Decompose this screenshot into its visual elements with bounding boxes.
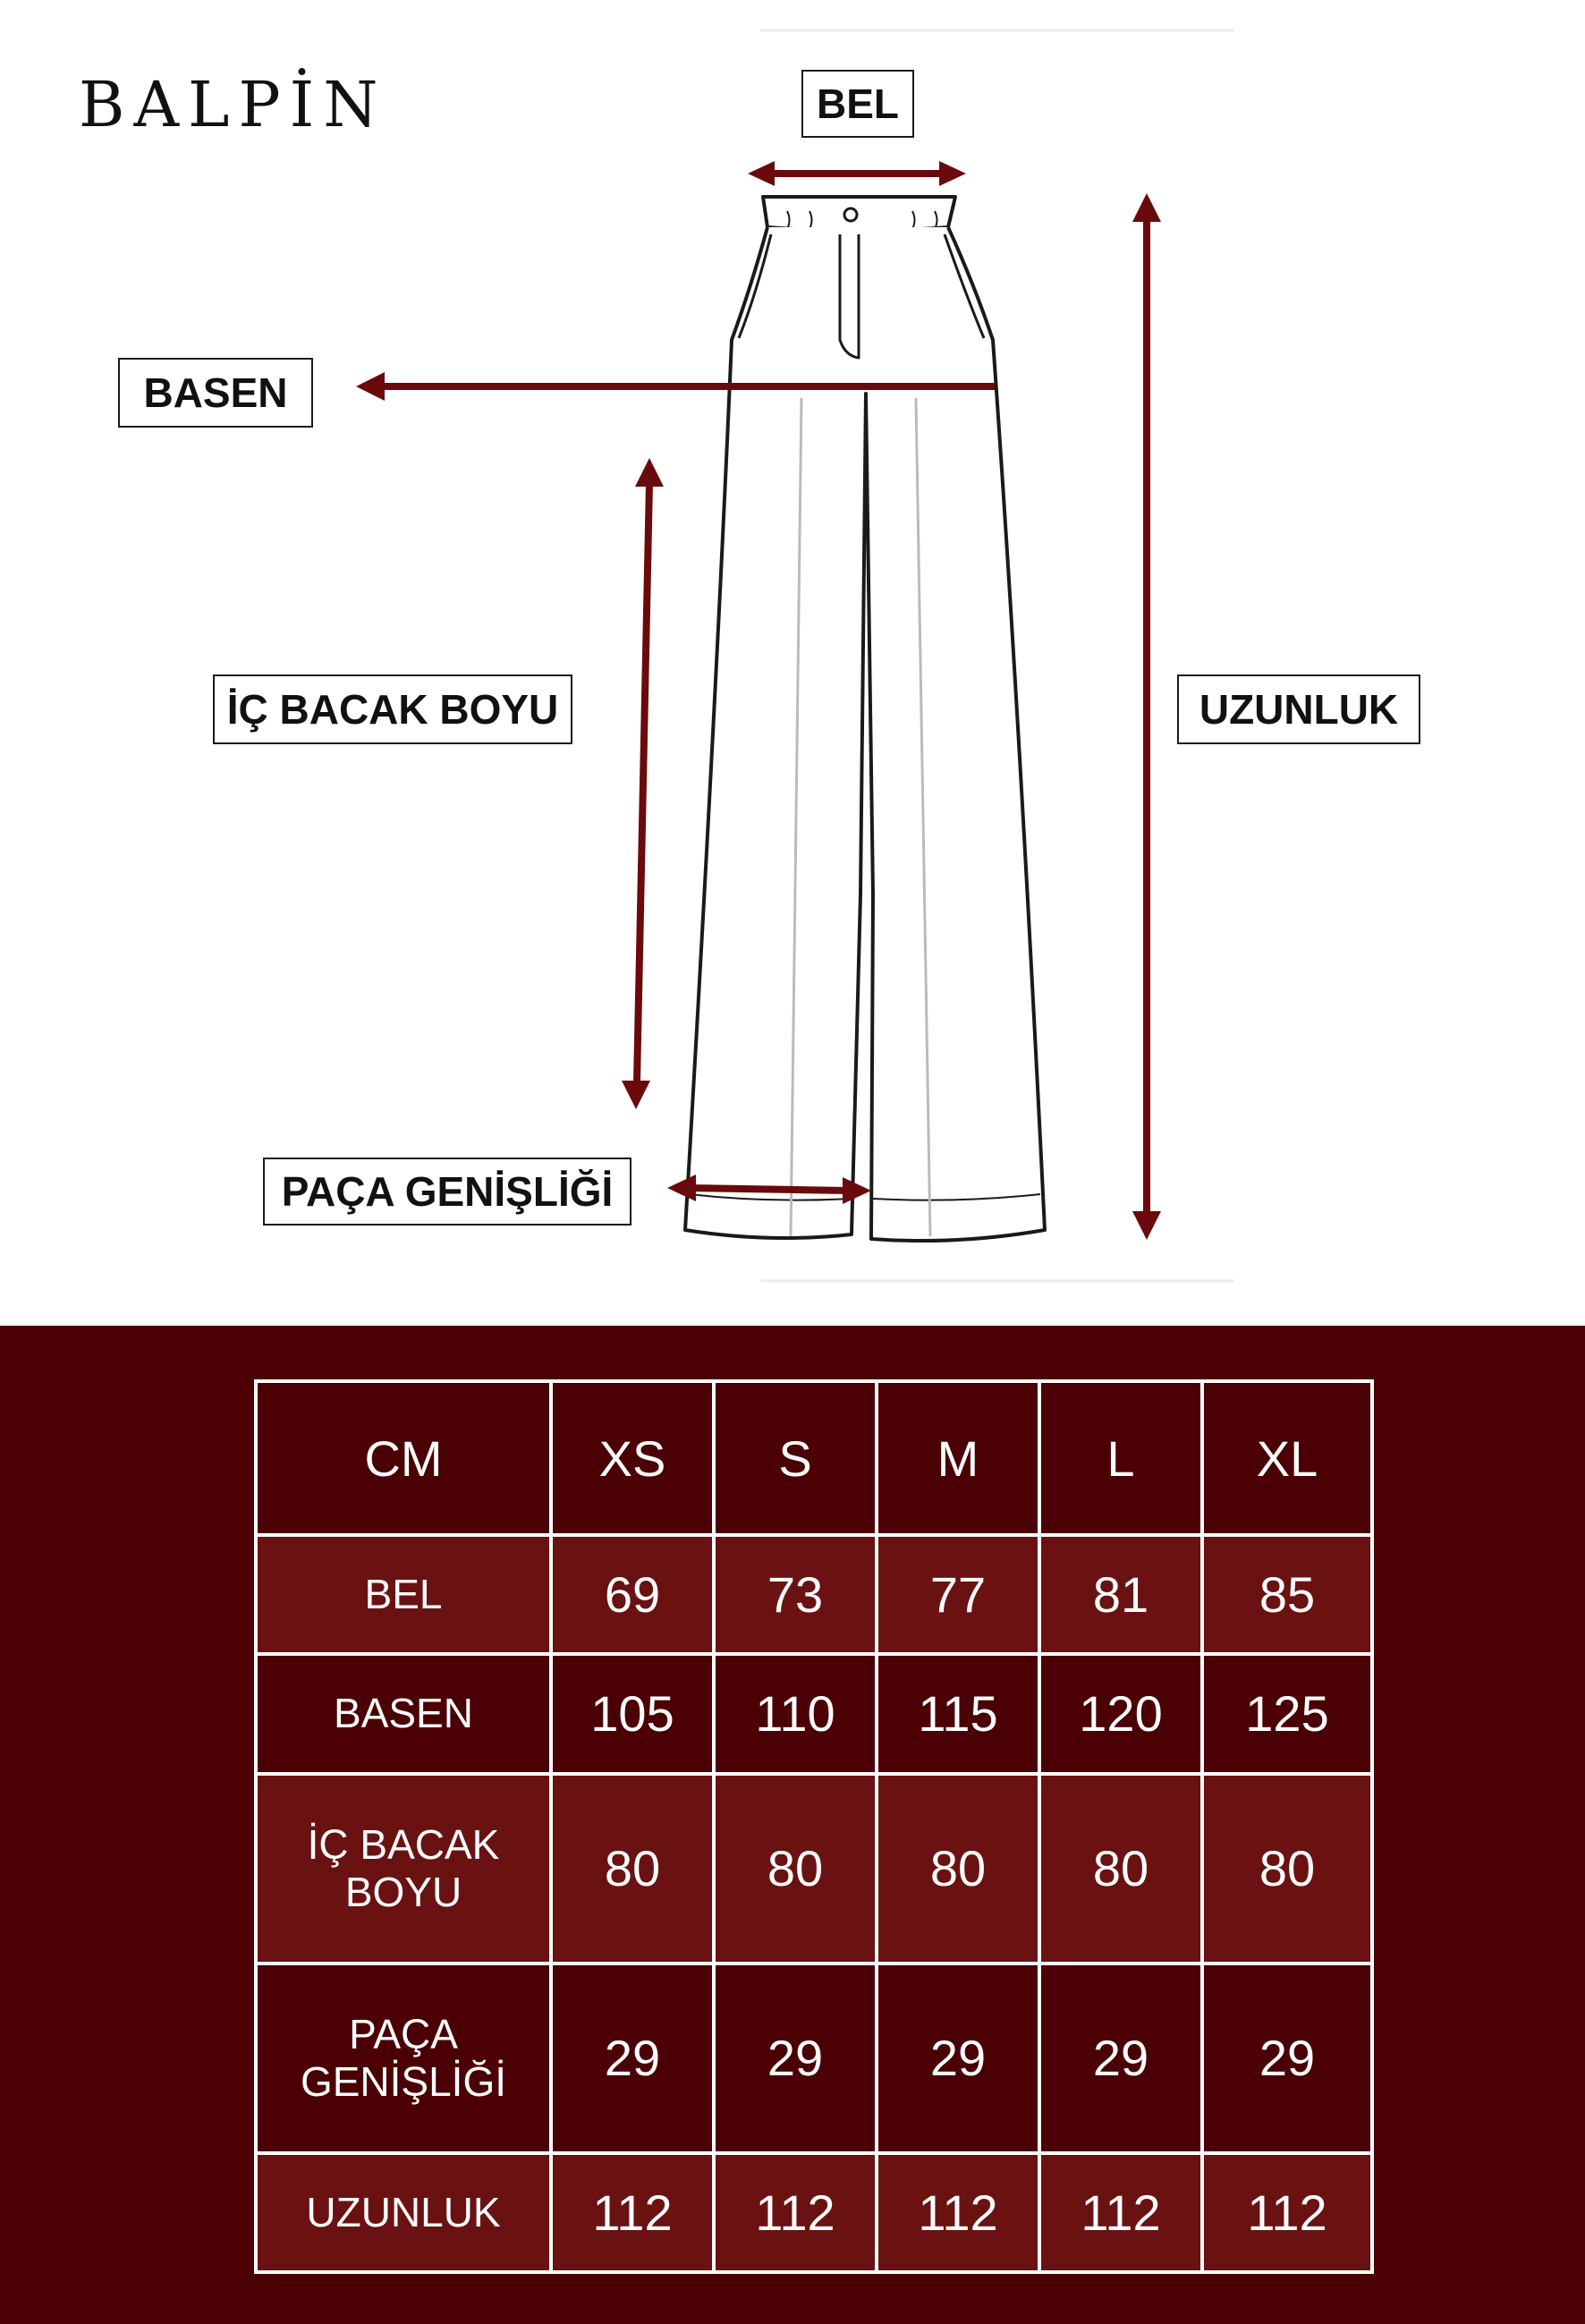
- table-cell: 112: [877, 2153, 1039, 2272]
- header-cell-l: L: [1039, 1381, 1202, 1535]
- table-cell: 80: [877, 1774, 1039, 1964]
- row-label-inseam: İÇ BACAK BOYU: [256, 1774, 551, 1964]
- table-cell: 80: [1039, 1774, 1202, 1964]
- table-cell: 77: [877, 1535, 1039, 1654]
- table-cell: 110: [714, 1654, 877, 1773]
- table-cell: 29: [1039, 1964, 1202, 2153]
- header-cell-xl: XL: [1202, 1381, 1372, 1535]
- row-label-hip: BASEN: [256, 1654, 551, 1773]
- row-label-length: UZUNLUK: [256, 2153, 551, 2272]
- table-cell: 125: [1202, 1654, 1372, 1773]
- table-cell: 29: [1202, 1964, 1372, 2153]
- table-cell: 29: [877, 1964, 1039, 2153]
- leg-opening-label: PAÇA GENİŞLİĞİ: [263, 1158, 631, 1226]
- length-arrow: [1132, 193, 1161, 1240]
- table-cell: 112: [1039, 2153, 1202, 2272]
- length-label: UZUNLUK: [1177, 674, 1420, 744]
- inseam-label: İÇ BACAK BOYU: [213, 674, 572, 744]
- waist-label: BEL: [801, 70, 914, 138]
- table-header-row: [256, 1381, 1372, 1535]
- table-cell: 73: [714, 1535, 877, 1654]
- brand-logo: BALPİN: [79, 68, 387, 141]
- waist-arrow: [748, 161, 966, 186]
- table-cell: 115: [877, 1654, 1039, 1773]
- table-cell: 120: [1039, 1654, 1202, 1773]
- table-row: [256, 1774, 1372, 1964]
- table-cell: 112: [551, 2153, 714, 2272]
- table-row: [256, 1535, 1372, 1654]
- table-row: [256, 1964, 1372, 2153]
- row-label-waist: BEL: [256, 1535, 551, 1654]
- table-row: [256, 1654, 1372, 1773]
- table-cell: 112: [714, 2153, 877, 2272]
- size-table: [254, 1379, 1374, 2274]
- table-cell: 69: [551, 1535, 714, 1654]
- header-cell-s: S: [714, 1381, 877, 1535]
- table-cell: 80: [714, 1774, 877, 1964]
- inseam-arrow: [622, 458, 664, 1109]
- table-cell: 29: [551, 1964, 714, 2153]
- table-row: [256, 2153, 1372, 2272]
- row-label-leg-opening: PAÇA GENİŞLİĞİ: [256, 1964, 551, 2153]
- header-cell-m: M: [877, 1381, 1039, 1535]
- header-cell-unit: CM: [256, 1381, 551, 1535]
- table-cell: 105: [551, 1654, 714, 1773]
- table-cell: 29: [714, 1964, 877, 2153]
- table-cell: 85: [1202, 1535, 1372, 1654]
- table-cell: 80: [551, 1774, 714, 1964]
- table-cell: 81: [1039, 1535, 1202, 1654]
- table-cell: 80: [1202, 1774, 1372, 1964]
- header-cell-xs: XS: [551, 1381, 714, 1535]
- hip-label: BASEN: [118, 358, 313, 428]
- trousers-outline: [685, 197, 1045, 1241]
- table-cell: 112: [1202, 2153, 1372, 2272]
